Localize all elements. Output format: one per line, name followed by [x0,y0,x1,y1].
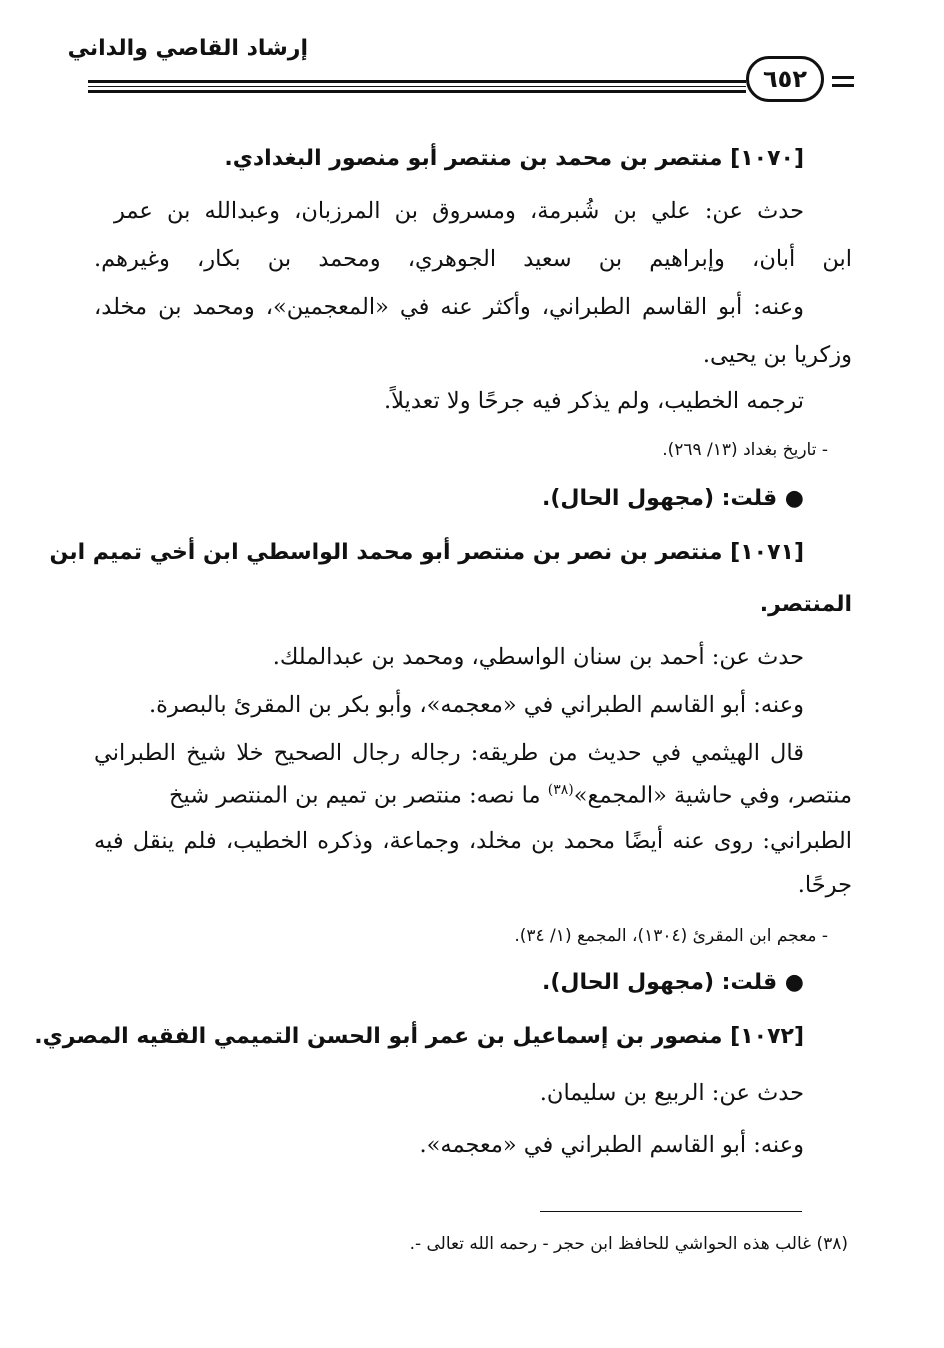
header-rule [88,80,746,83]
text-line: الطبراني: روى عنه أيضًا محمد بن مخلد، وجماعة، وذكره الخطيب، فلم ينقل فيه [94,828,852,854]
running-title: إرشاد القاصي والداني [67,36,308,61]
text-line: وعنه: أبو القاسم الطبراني في «معجمه». [419,1132,804,1158]
text-line: حدث عن: علي بن شُبرمة، ومسروق بن المرزبان، وعبدالله بن عمر [114,198,804,224]
verdict-line: ● قلت: (مجهول الحال). [541,970,804,995]
text-segment: ما نصه: منتصر بن تميم بن المنتصر شيخ [169,782,548,809]
header-dash [832,84,854,87]
text-line: وعنه: أبو القاسم الطبراني، وأكثر عنه في «المعجمين»، ومحمد بن مخلد، [94,294,804,320]
footnote-marker: (٣٨) [547,782,574,798]
text-line: حدث عن: الربيع بن سليمان. [539,1080,804,1106]
text-line [94,782,852,809]
verdict-line: ● قلت: (مجهول الحال). [541,486,804,511]
text-line: ترجمه الخطيب، ولم يذكر فيه جرحًا ولا تعديلاً. [383,388,804,414]
header-rule [88,90,746,93]
text-line: ابن أبان، وإبراهيم بن سعيد الجوهري، ومحمد بن بكار، وغيرهم. [94,246,852,272]
text-line: قال الهيثمي في حديث من طريقه: رجاله رجال الصحيح خلا شيخ الطبراني [94,740,804,766]
text-line: جرحًا. [797,872,852,898]
entry-heading-continued: المنتصر. [759,592,852,617]
entry-heading: [١٠٧٠] منتصر بن محمد بن منتصر أبو منصور البغدادي. [224,146,804,171]
footnote-separator [540,1211,802,1212]
text-line: حدث عن: أحمد بن سنان الواسطي، ومحمد بن عبدالملك. [272,644,804,670]
reference-line: - تاريخ بغداد (١٣/ ٢٦٩). [662,440,828,460]
text-line: وزكريا بن يحيى. [702,342,852,368]
page-number: ٦٥٢ [746,56,824,102]
reference-line: - معجم ابن المقرئ (١٣٠٤)، المجمع (١/ ٣٤). [514,926,828,946]
entry-heading: [١٠٧٢] منصور بن إسماعيل بن عمر أبو الحسن التميمي الفقيه المصري. [34,1024,804,1049]
footnote: (٣٨) غالب هذه الحواشي للحافظ ابن حجر - رحمه الله تعالى -. [409,1234,848,1254]
text-line: وعنه: أبو القاسم الطبراني في «معجمه»، وأبو بكر بن المقرئ بالبصرة. [148,692,804,718]
header-dash [832,76,854,79]
header-rule [88,86,746,87]
text-segment: منتصر، وفي حاشية «المجمع» [573,782,852,809]
entry-heading: [١٠٧١] منتصر بن نصر بن منتصر أبو محمد الواسطي ابن أخي تميم ابن [49,540,804,565]
